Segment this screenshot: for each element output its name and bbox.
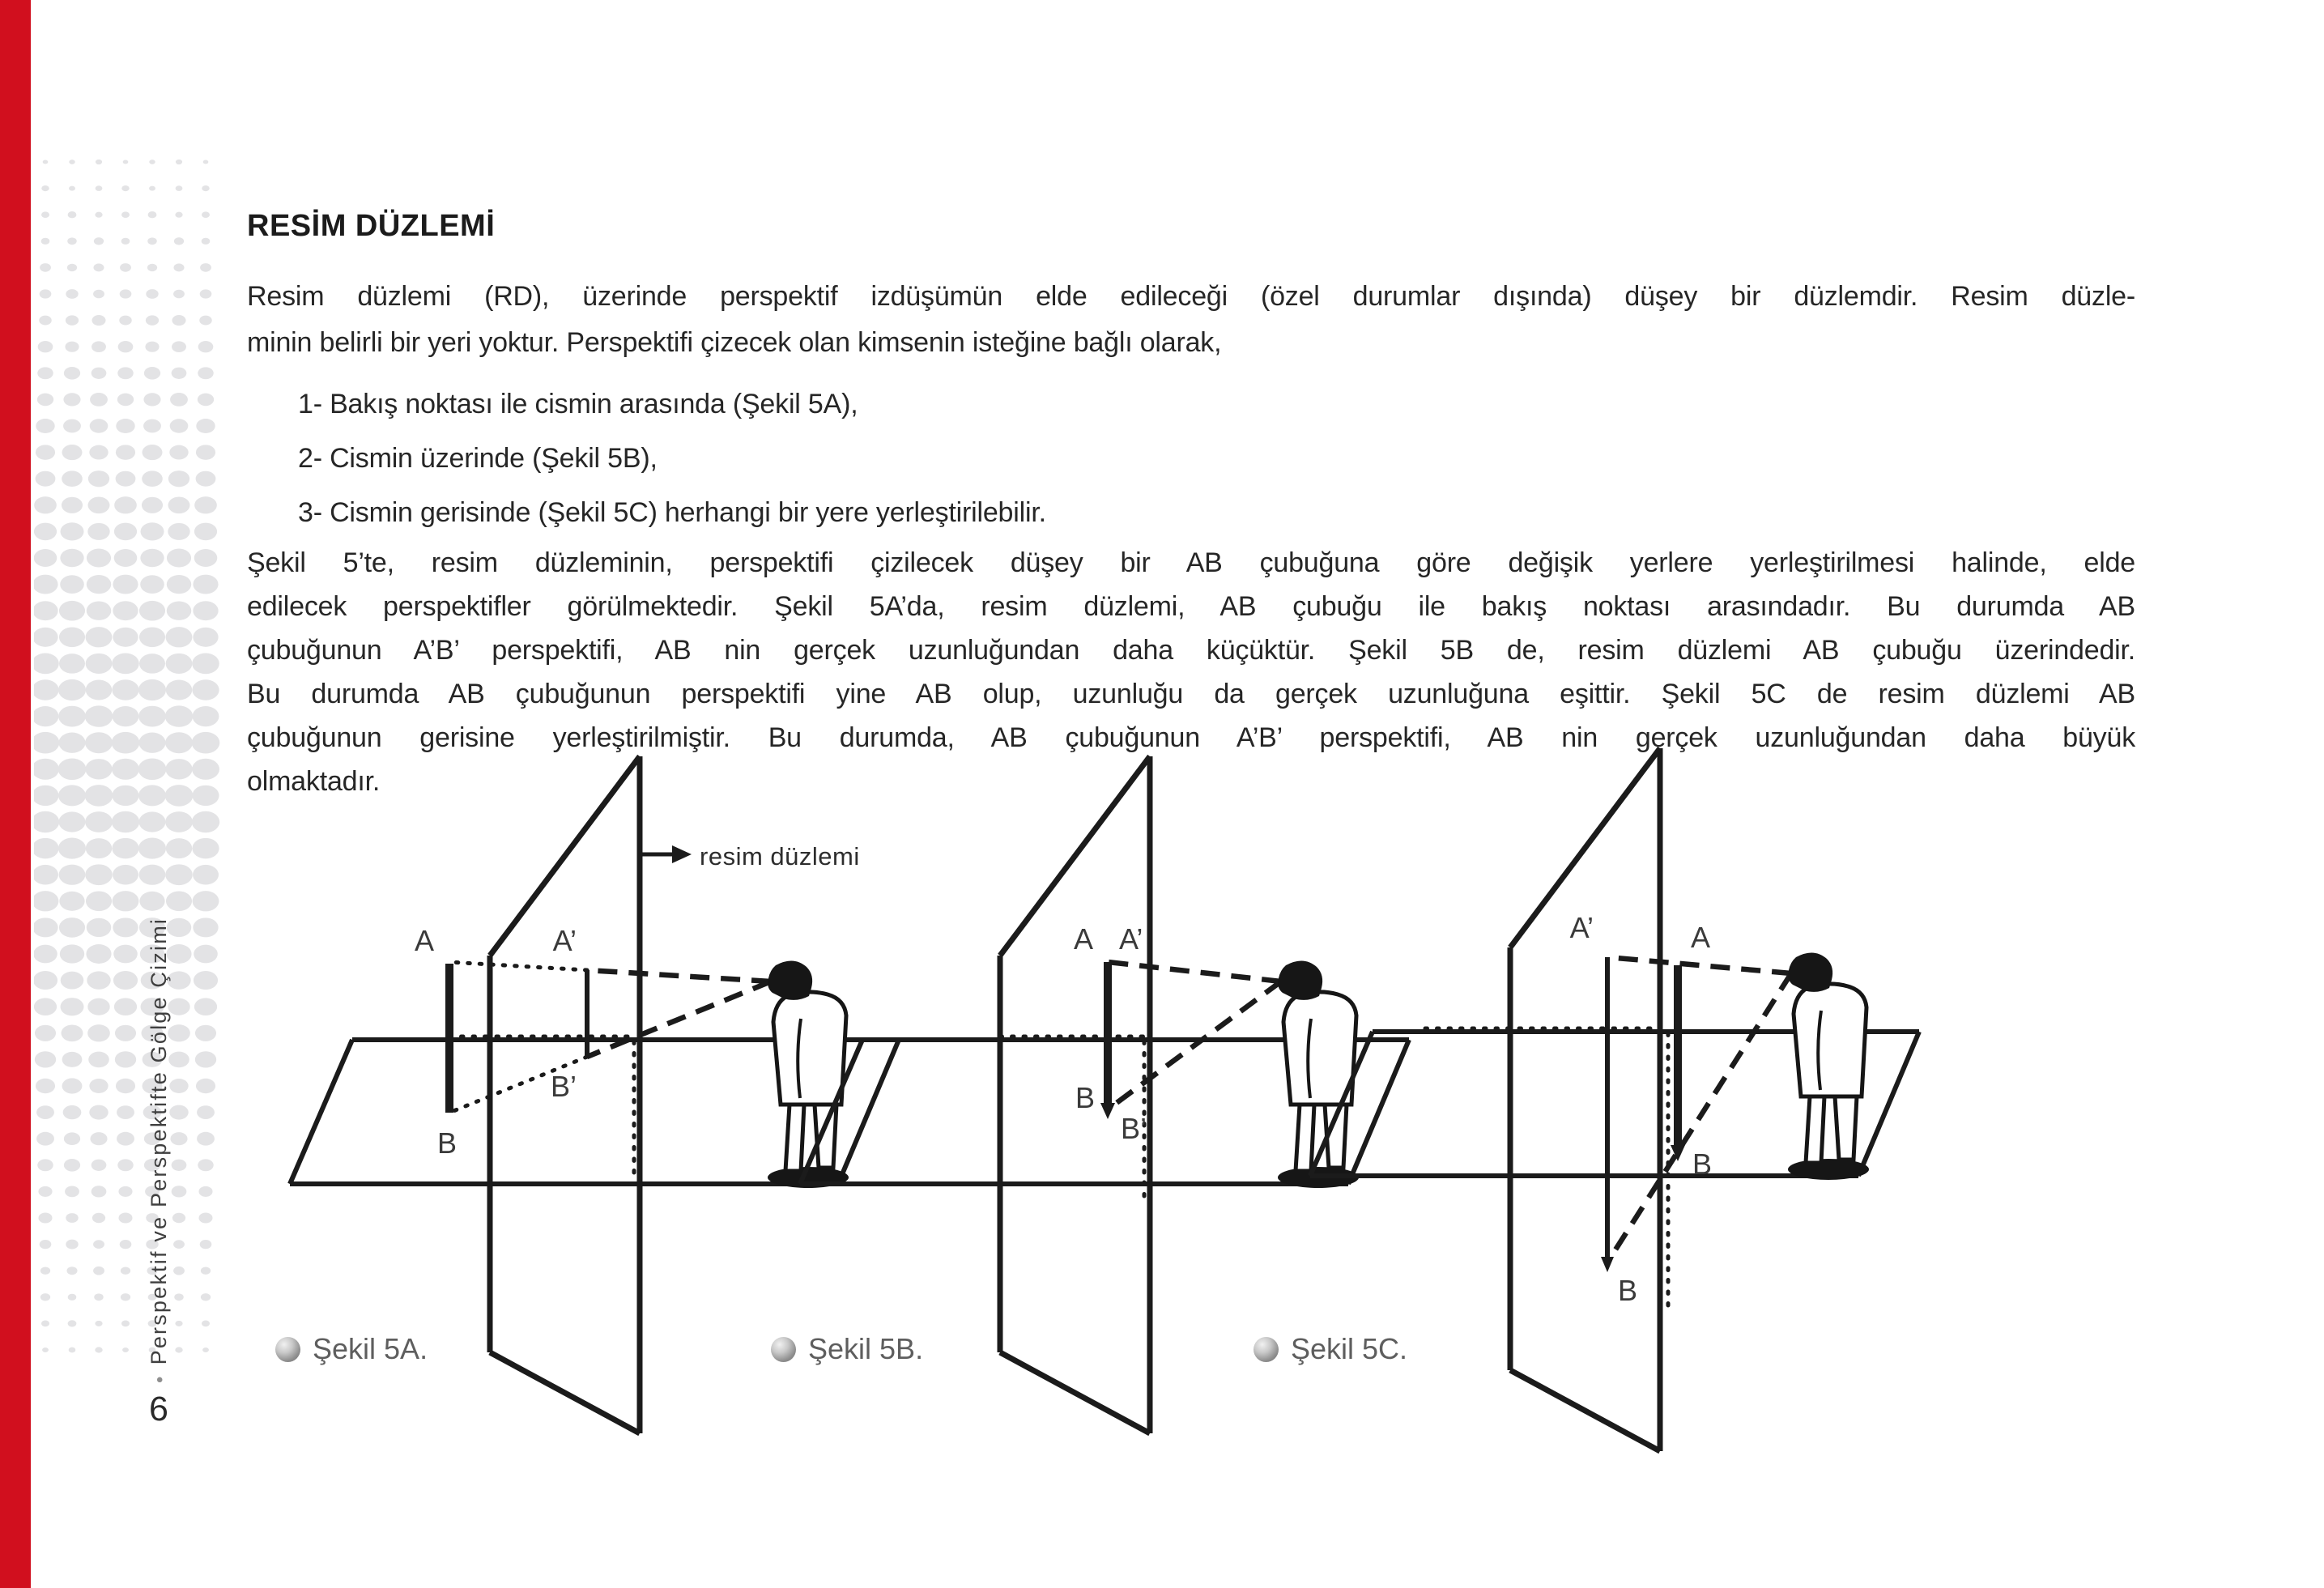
helper-dotted-lines [1425,1028,1668,1309]
plane-label: resim düzlemi [700,842,860,871]
body-line: Şekil 5’te, resim düzleminin, perspektifi çizilecek düşey bir AB çubuğuna göre değişik yerlere yerleştirilmesi halinde, elde [247,547,2135,578]
point-label-b: B [436,1126,458,1160]
figure-5b-caption [771,1332,923,1366]
intro-line: Resim düzlemi (RD), üzerinde perspektif izdüşümün elde edileceği (özel durumlar dışında) düşey bir düzlemdir. Resim düzle- [247,281,2135,312]
body-line: olmaktadır. [247,766,381,797]
figure-5c-caption [1254,1332,1407,1366]
helper-dotted-lines [449,962,636,1181]
page-number: 6 [149,1390,168,1428]
projection-arrowhead-icon [1601,1257,1614,1272]
point-label-a-prime: A’ [1569,911,1594,944]
right-arrow-icon [672,845,692,863]
section-heading: RESİM DÜZLEMİ [247,209,496,243]
body-line: Bu durumda AB çubuğunun perspektifi yine AB olup, uzunluğu da gerçek uzunluğuna eşittir. Şekil 5C de resim düzlemi AB [247,679,2135,709]
caption-text: Şekil 5C. [1291,1332,1408,1365]
figure-5a-caption [275,1332,428,1366]
sight-rays [1607,957,1791,1262]
body-line: çubuğunun gerisine yerleştirilmiştir. Bu durumda, AB çubuğunun A’B’ perspektifi, AB nin gerçek uzunluğundan daha büyük [247,722,2135,753]
sidebar-vertical-title [147,917,172,1383]
observer-figure [1788,952,1869,1180]
list-item: 1- Bakış noktası ile cismin arasında (Şekil 5A), [298,389,858,419]
picture-plane-outline [1510,748,1660,1451]
sidebar-bullet-icon: • [149,1374,171,1383]
sight-rays [587,970,771,1057]
point-label-b: B [1692,1147,1713,1181]
point-label-a-prime: A’ [1119,922,1143,956]
point-label-b-prime: B’ [550,1070,577,1103]
figure-5c-diagram [1296,739,1927,1484]
page-edge-accent-bar [0,0,31,1588]
sight-rays [1108,962,1281,1109]
body-line: çubuğunun A’B’ perspektifi, AB nin gerçek uzunluğundan daha küçüktür. Şekil 5B de, resim düzlemi AB çubuğu üzerindedir. [247,635,2135,666]
point-label-b-prime: B [1618,1274,1638,1307]
caption-bullet-icon [275,1337,300,1362]
point-label-a-prime: A’ [552,924,577,957]
point-label-b: B [1075,1081,1095,1114]
placement-options-list [298,377,2128,540]
intro-line: minin belirli bir yeri yoktur. Perspektifi çizecek olan kimsenin isteğine bağlı olarak, [247,327,1222,358]
intro-paragraph [247,274,2135,366]
caption-text: Şekil 5A. [313,1332,428,1365]
list-item: 3- Cismin gerisinde (Şekil 5C) herhangi bir yere yerleştirilebilir. [298,497,1046,528]
point-label-a: A [1691,921,1711,954]
ray-arrowhead-icon [1100,1103,1115,1119]
body-line: edilecek perspektifler görülmektedir. Şekil 5A’da, resim düzlemi, AB çubuğu ile bakış noktası arasındadır. Bu durumda AB [247,591,2135,622]
halftone-dot-pattern [34,152,236,1383]
caption-bullet-icon [1254,1337,1279,1362]
caption-bullet-icon [771,1337,796,1362]
point-label-b-prime: B’ [1121,1112,1147,1145]
list-item: 2- Cismin üzerinde (Şekil 5B), [298,443,658,474]
sidebar-title-text: Perspektif ve Perspektifte Gölge Çizimi [147,917,171,1365]
point-label-a: A [414,924,434,957]
point-label-a: A [1073,922,1093,956]
caption-text: Şekil 5B. [808,1332,924,1365]
